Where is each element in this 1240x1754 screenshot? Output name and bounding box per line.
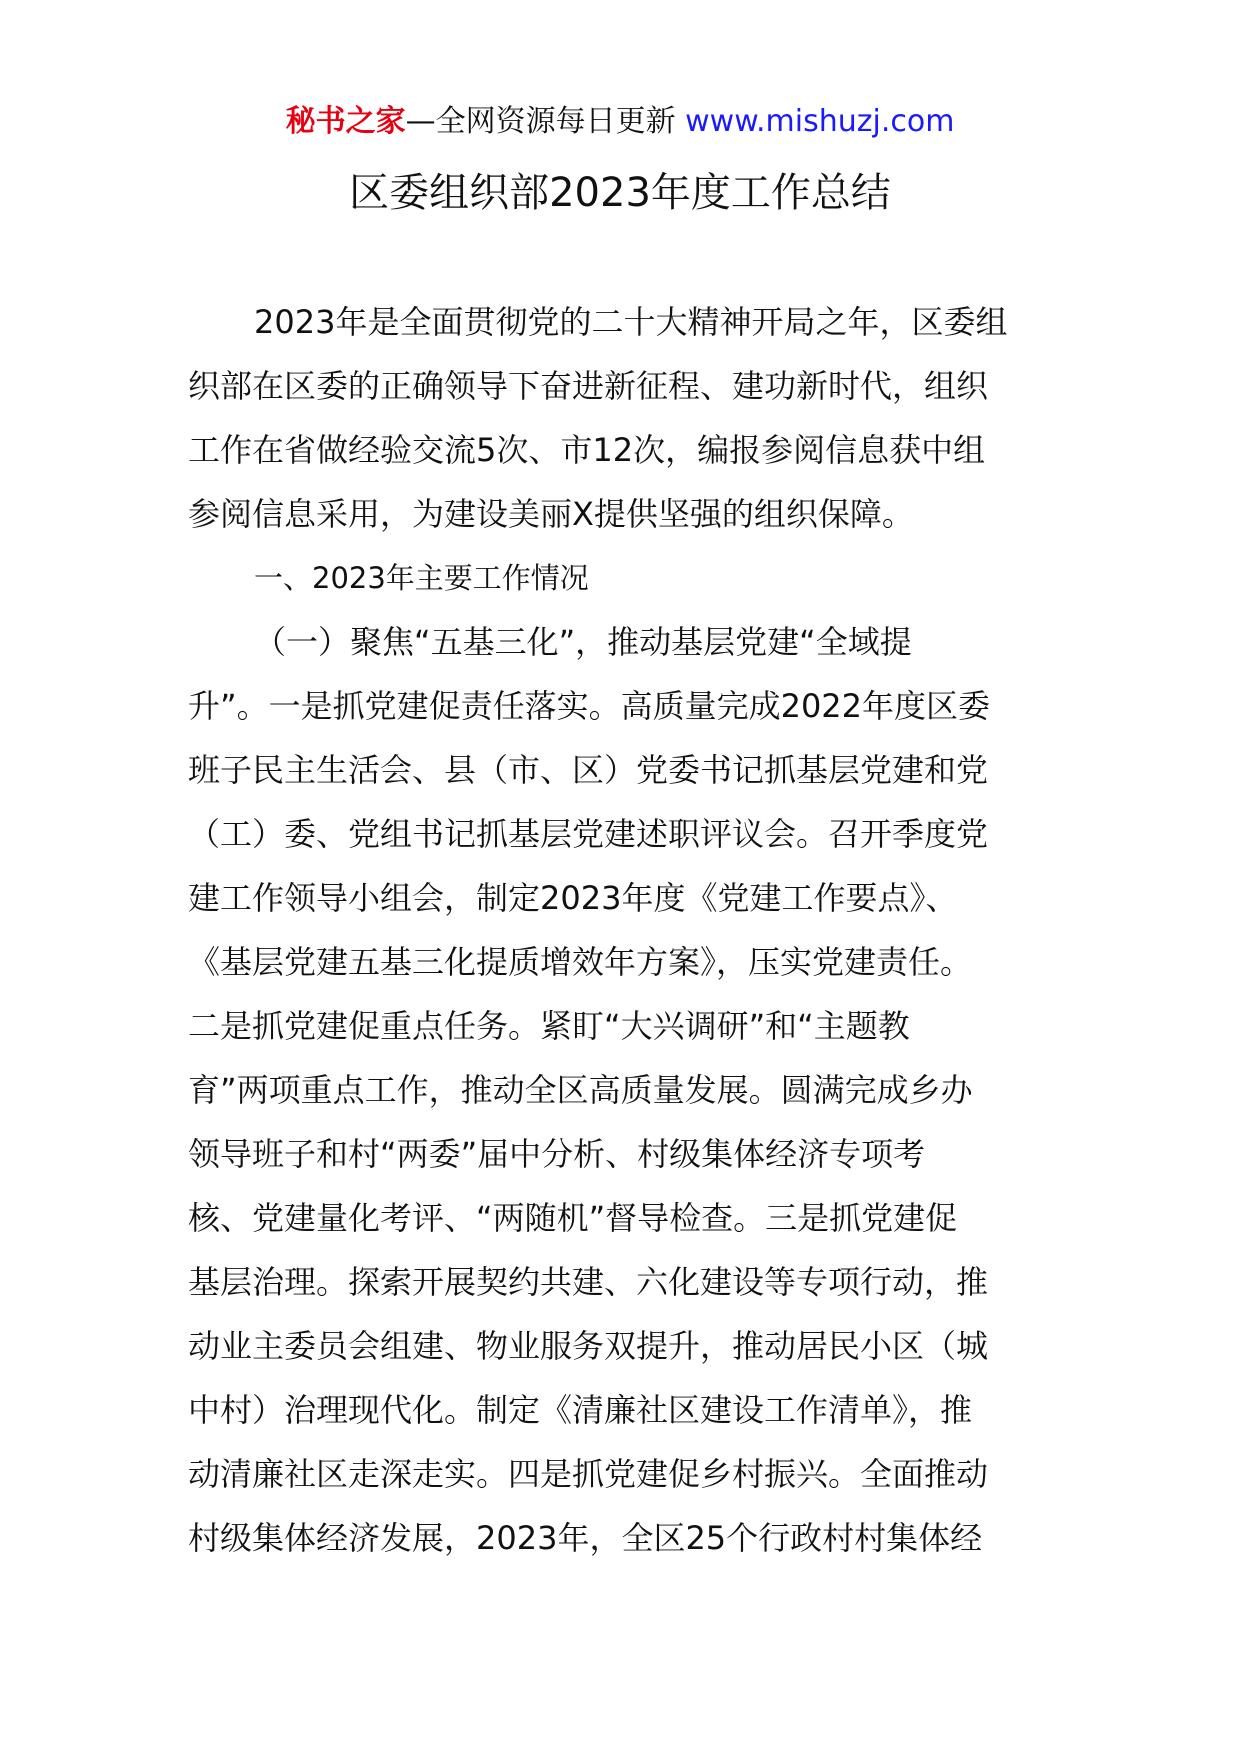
text-line: 中村）治理现代化。制定《清廉社区建设工作清单》，推 (188, 1391, 973, 1429)
text-line: 核、党建量化考评、“两随机”督导检查。三是抓党建促 (188, 1199, 958, 1237)
text-line: 领导班子和村“两委”届中分析、村级集体经济专项考 (188, 1135, 926, 1173)
text-line: 育”两项重点工作，推动全区高质量发展。圆满完成乡办 (188, 1071, 973, 1109)
text-line: （一）聚焦“五基三化”，推动基层党建“全域提 (254, 623, 912, 661)
text-line: 基层治理。探索开展契约共建、六化建设等专项行动，推 (188, 1263, 989, 1301)
text-line: 2023年是全面贯彻党的二十大精神开局之年，区委组 (254, 303, 1008, 341)
text-line: 工作在省做经验交流5次、市12次，编报参阅信息获中组 (188, 431, 986, 469)
text-line: 动业主委员会组建、物业服务双提升，推动居民小区（城 (188, 1327, 989, 1365)
text-line: 参阅信息采用，为建设美丽X提供坚强的组织保障。 (188, 495, 914, 533)
text-line: 二是抓党建促重点任务。紧盯“大兴调研”和“主题教 (188, 1007, 910, 1045)
text-line: 建工作领导小组会，制定2023年度《党建工作要点》、 (188, 879, 958, 917)
page-title: 区委组织部2023年度工作总结 (349, 170, 891, 216)
site-slogan: —全网资源每日更新 (405, 104, 676, 139)
site-url-link[interactable]: www.mishuzj.com (685, 104, 955, 139)
site-brand: 秘书之家 (285, 104, 406, 139)
text-line: 村级集体经济发展，2023年，全区25个行政村村集体经 (188, 1519, 983, 1557)
text-line: 《基层党建五基三化提质增效年方案》，压实党建责任。 (188, 943, 973, 981)
site-header (0, 100, 1240, 144)
text-line: 升”。一是抓党建促责任落实。高质量完成2022年度区委 (188, 687, 991, 725)
text-line: 织部在区委的正确领导下奋进新征程、建功新时代，组织 (188, 367, 989, 405)
text-line: 班子民主生活会、县（市、区）党委书记抓基层党建和党 (188, 751, 989, 789)
document-body (188, 290, 1055, 1570)
text-line: （工）委、党组书记抓基层党建述职评议会。召开季度党 (188, 815, 989, 853)
text-line: 动清廉社区走深走实。四是抓党建促乡村振兴。全面推动 (188, 1455, 989, 1493)
section-heading: 一、2023年主要工作情况 (254, 561, 589, 595)
